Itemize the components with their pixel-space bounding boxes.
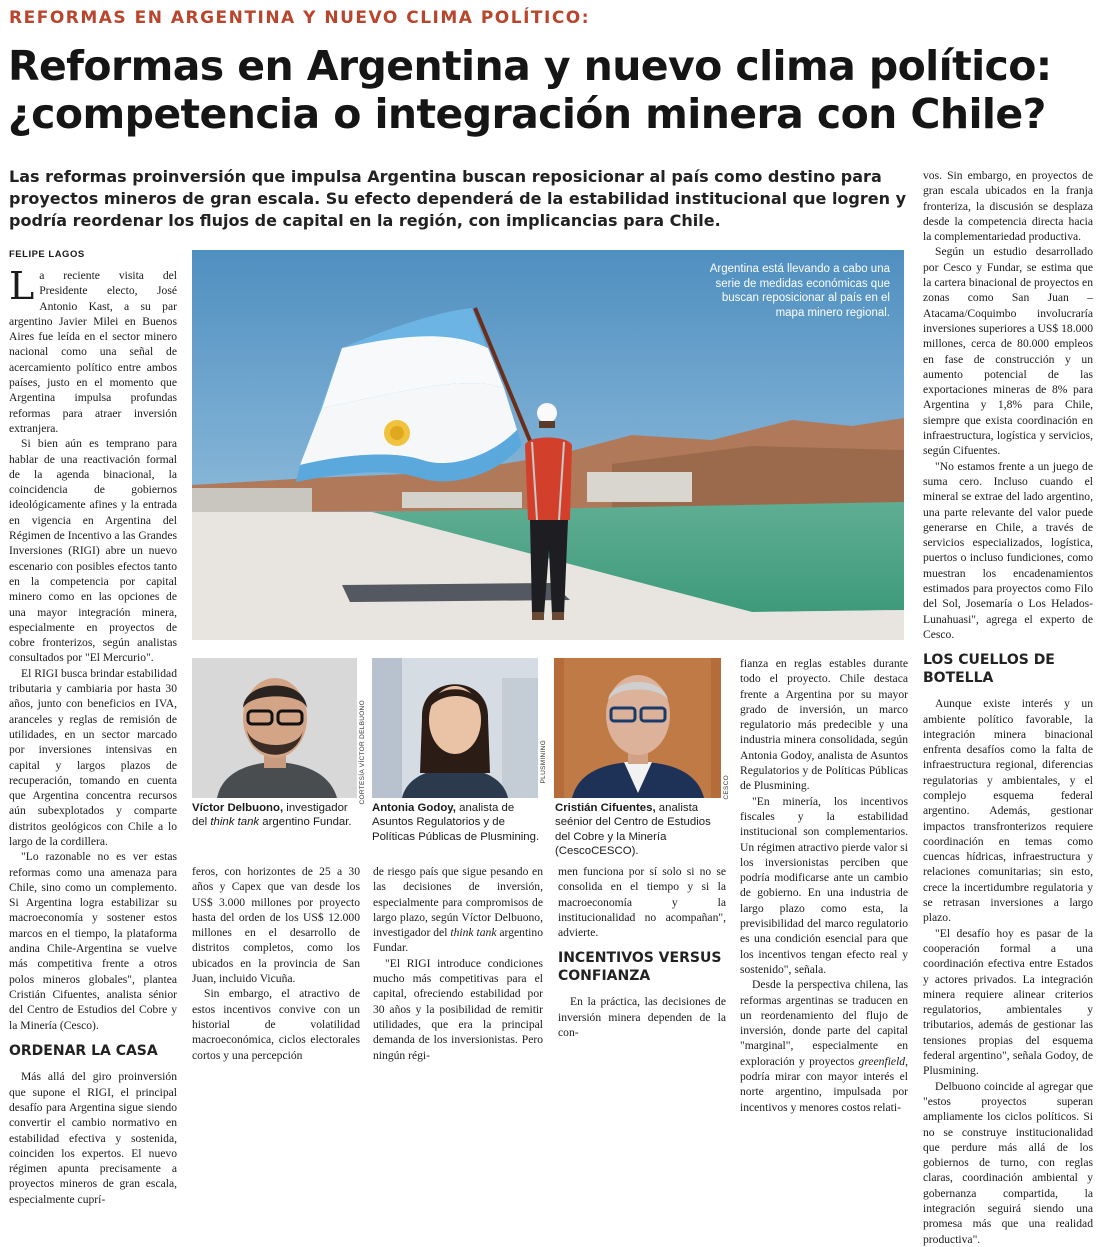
paragraph: men funciona por sí solo si no se consolida en el tiempo y si la macroeconomía y la institucionalidad no acompañan", advierte.	[558, 865, 726, 940]
deck-summary: Las reformas proinversión que impulsa Argentina buscan reposicionar al país como destino para proyectos mineros de gran escala. Su efecto dependerá de la estabilidad institucional que logren y podría reordenar los flujos de capital en la región, con implicancias para Chile.	[9, 167, 907, 230]
portrait-caption-cifuentes	[555, 801, 723, 858]
paragraph: vos. Sin embargo, en proyectos de gran escala ubicados en la franja fronteriza, la discusión se desplaza desde la competencia directa hacia la complementariedad productiva.	[923, 169, 1093, 244]
headline-line-1: Reformas en Argentina y nuevo clima político:	[8, 42, 1052, 90]
paragraph: "Lo razonable no es ver estas reformas como una amenaza para Chile, sino como un complemento. Si Argentina logra estabilizar su macroeconomía y sostener estos marcos en el tiempo, la plataforma andina Chile-Argentina se vuelve más competitiva frente a otros polos mineros globales", plantea Cristián Cifuentes, analista sénior del Centro de Estudios del Cobre y la Minería (Cesco).	[9, 850, 177, 1032]
paragraph: feros, con horizontes de 25 a 30 años y Capex que van desde los US$ 3.000 millones por proyecto hasta del orden de los US$ 12.000 millones en el desarrollo de distritos completos, como los ubicados en la provincia de San Juan, incluido Vicuña.	[192, 865, 360, 986]
author-byline: FELIPE LAGOS	[9, 249, 85, 260]
portrait-caption-delbuono	[192, 801, 362, 830]
article-column-2	[192, 864, 360, 1063]
paragraph: fianza en reglas estables durante todo el proyecto. Chile destaca frente a Argentina por su mayor grado de inversión, un marco regulatorio más predecible y una industria minera consolidada, según Antonia Godoy, analista de Asuntos Regulatorios y de Políticas Públicas de Plusmining.	[740, 657, 908, 793]
headline	[8, 42, 1093, 139]
subheading-line: CONFIANZA	[558, 967, 651, 984]
text-run: , podría mirar con mayor interés el norte argentino, impulsada por incentivos y menores costos relati-	[740, 1054, 908, 1114]
text-run: Desde la perspectiva chilena, las reformas argentinas se traducen en un reordenamiento del flujo de inversión, donde parte del capital "marginal", especialmente en exploración y proyectos	[740, 978, 908, 1068]
paragraph: Sin embargo, el atractivo de estos incentivos convive con un historial de volatilidad macroeconómica, ciclos electorales cortos y una percepción	[192, 987, 360, 1062]
person-role: investigador del	[192, 802, 348, 829]
paragraph: "El desafío hoy es pasar de la cooperación formal a una coordinación efectiva entre Estados y actores privados. La integración minera requiere alinear criterios regulatorios, ambientales y tributarios, además de gestionar las tensiones propias del esquema federal argentino", señala Godoy, de Plusmining.	[923, 926, 1093, 1078]
paragraph: "No estamos frente a un juego de suma cero. Incluso cuando el mineral se extrae del lado argentino, una parte relevante del valor puede generarse en Chile, a través de servicios especializados, logística, puertos o incluso fundiciones, como muestran los encadenamientos estimados para proyectos como Filo del Sol, Josemaría o Los Helados-Lunahuasi", agrega el experto de Cesco.	[923, 459, 1093, 641]
paragraph: "En minería, los incentivos fiscales y la estabilidad institucional son complementarios. Un régimen atractivo pierde valor si los inversionistas perciben que podría modificarse ante un cambio de gobierno. En una industria de largo plazo como esta, la previsibilidad del marco regulatorio es una condición esencial para que los incentivos tengan efecto real y sostenido", señala.	[740, 794, 908, 976]
subheading-line: BOTELLA	[923, 669, 994, 686]
paragraph: La reciente visita del Presidente electo, José Antonio Kast, a su par argentino Javier Milei en Buenos Aires fue leída en el sector minero nacional como una señal de acercamiento político entre ambos países, justo en el momento que Argentina impulsa profundas reformas para atraer inversión extranjera.	[9, 264, 177, 435]
person-name: Cristián Cifuentes,	[555, 802, 656, 814]
paragraph: "El RIGI introduce condiciones mucho más competitivas para el capital, ofreciendo estabilidad por 30 años y la posibilidad de remitir utilidades, que era la principal demanda de los inversionistas. Pero ningún régi-	[373, 956, 543, 1062]
paragraph: En la práctica, las decisiones de inversión minera dependen de la con-	[558, 995, 726, 1040]
person-name: Antonia Godoy,	[372, 802, 456, 814]
photo-credit: CORTESÍA VÍCTOR DELBUONO	[359, 700, 366, 805]
headline-line-2: ¿competencia o integración minera con Chile?	[8, 90, 1046, 139]
paragraph: Según un estudio desarrollado por Cesco y Fundar, se estima que la cartera binacional de proyectos en zonas como San Juan – Atacama/Coquimbo involucraría inversiones superiores a US$ 18.000 millones, cerca de 80.000 empleos en fase de construcción y un aumento potencial de las exportaciones mineras de 8% para Argentina y 1,8% para Chile, siempre que exista coordinación en infraestructura, logística y servicios, según Cifuentes.	[923, 245, 1093, 458]
person-role: argentino Fundar.	[259, 816, 352, 829]
portrait-cristian-cifuentes	[554, 658, 721, 798]
subheading-los-cuellos-de-botella	[923, 652, 1093, 687]
portrait-antonia-godoy	[372, 658, 538, 798]
paragraph	[373, 864, 543, 956]
person-role: analista de Asuntos Regulatorios y de Políticas Públicas de Plusmining.	[372, 802, 540, 843]
subheading-incentivos-versus-confianza	[558, 950, 726, 985]
subheading-line: LOS CUELLOS DE	[923, 652, 1055, 669]
article-column-6	[923, 168, 1093, 1247]
person-role: analista seénior del Centro de Estudios del Cobre y la Minería (CescoCESCO).	[555, 802, 711, 857]
text-run: argentino Fundar.	[373, 926, 543, 955]
person-role-italic: think tank	[210, 816, 260, 829]
paragraph: Aunque existe interés y un ambiente político favorable, la integración minera binacional enfrenta desafíos como la falta de infraestructura regional, diferencias regulatorias y ambientales, y el complejo esquema federal argentino. Además, gestionar impactos transfronterizos requiere coordinación en temas como cuencas hídricas, infraestructura y relaciones comunitarias; sin esto, crece la incertidumbre regulatoria y se retrasan inversiones a largo plazo.	[923, 697, 1093, 925]
photo-credit: PLUSMINING	[540, 740, 547, 784]
text-run-italic: greenfield	[858, 1054, 906, 1068]
subheading-ordenar-la-casa: ORDENAR LA CASA	[9, 1042, 158, 1059]
text-run: de riesgo país que sigue pesando en las decisiones de inversión, especialmente para compromisos de largo plazo, según Víctor Delbuono, investigador del	[373, 865, 543, 940]
article-column-4	[558, 864, 726, 1040]
paragraph: El RIGI busca brindar estabilidad tributaria y cambiaria por hasta 30 años, junto con beneficios en IVA, aranceles y reglas de remisión de utilidades, en un sector marcado por inversiones intensivas en capital y largos plazos de recuperación, tomando en cuenta que Argentina concentra recursos aún subexplotados y comparte distritos geológicos con Chile a lo largo de la cordillera.	[9, 666, 177, 848]
portrait-caption-godoy	[372, 801, 542, 844]
paragraph: Si bien aún es temprano para hablar de una reactivación formal de la agenda binacional, la coincidencia de gobiernos ideológicamente afines y la entrada en vigencia en Argentina del Régimen de Incentivo a las Grandes Inversiones (RIGI) abre un nuevo escenario con posibles efectos tanto en la competencia por capital minero como en las opciones de una mayor integración minera, especialmente en proyectos de cobre fronterizos, según analistas consultados por "El Mercurio".	[9, 437, 177, 665]
section-kicker: REFORMAS EN ARGENTINA Y NUEVO CLIMA POLÍTICO:	[9, 8, 591, 28]
photo-caption: Argentina está llevando a cabo una serie de medidas económicas que buscan reposicionar al país en el mapa minero regional.	[709, 263, 890, 320]
article-column-5	[740, 656, 908, 1115]
paragraph: Delbuono coincide al agregar que "estos proyectos superan ampliamente los ciclos políticos. Si no se construye institucionalidad que perdure más allá de los gobiernos de turno, con reglas claras, coordinación ambiental y gobernanza compartida, la integración seguirá siendo una promesa más que una realidad productiva".	[923, 1079, 1093, 1246]
main-photo	[192, 250, 904, 640]
subheading-line: INCENTIVOS VERSUS	[558, 950, 722, 967]
paragraph: Más allá del giro proinversión que supone el RIGI, el principal desafío para Argentina sigue siendo convertir el cambio normativo en estabilidad efectiva y sostenida, coinciden los expertos. El nuevo régimen apunta precisamente a proyectos mineros de gran escala, especialmente cuprí-	[9, 1070, 177, 1206]
photo-credit: CESCO	[723, 775, 730, 800]
text-run-italic: think tank	[450, 926, 497, 940]
person-name: Víctor Delbuono,	[192, 802, 284, 814]
article-column-3	[373, 864, 543, 1063]
portrait-victor-delbuono	[192, 658, 357, 798]
article-column-1	[9, 264, 177, 1207]
paragraph	[740, 977, 908, 1115]
